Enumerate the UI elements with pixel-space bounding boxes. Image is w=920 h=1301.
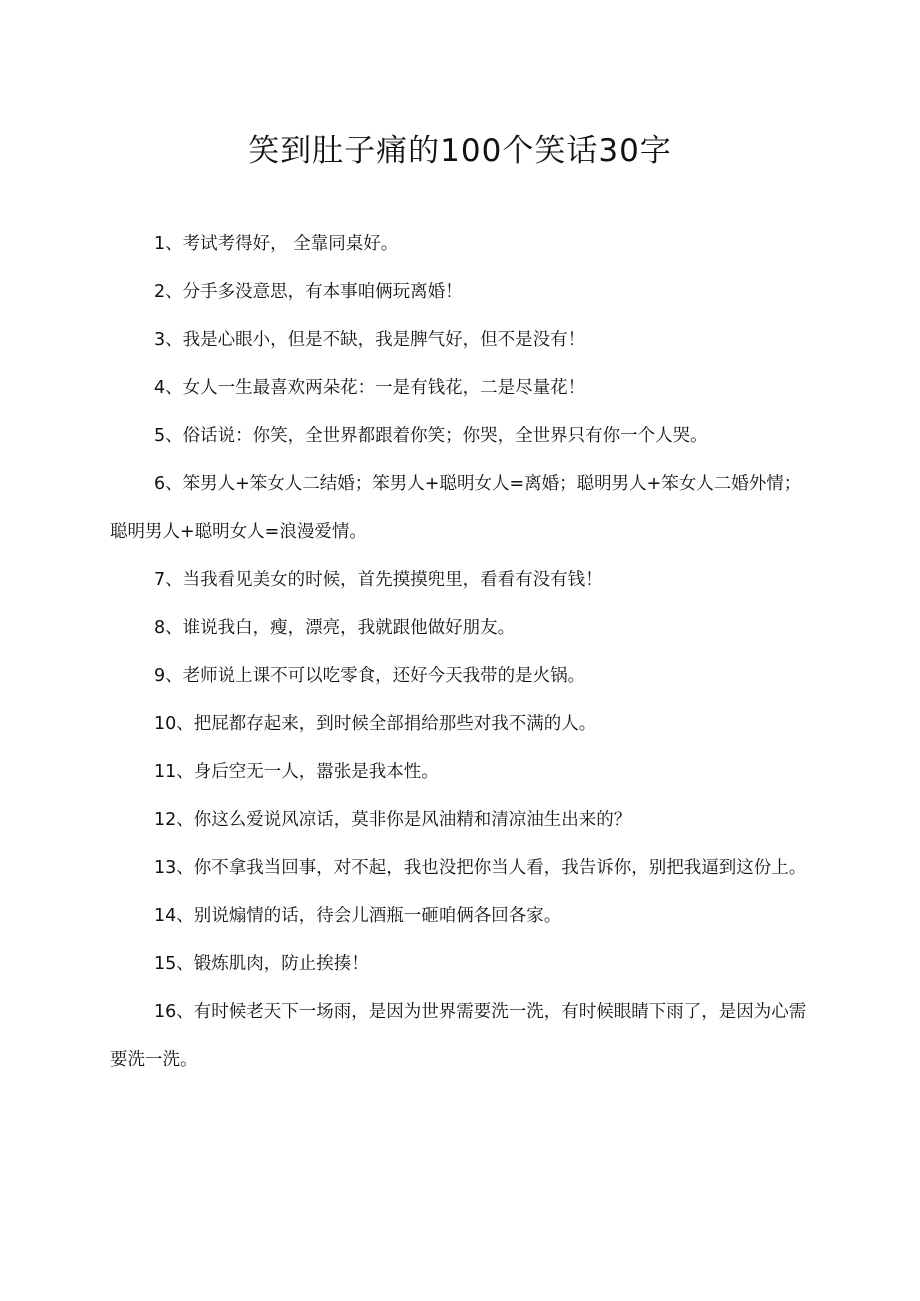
joke-item: 2、分手多没意思，有本事咱俩玩离婚！ xyxy=(154,282,463,302)
joke-item: 3、我是心眼小，但是不缺，我是脾气好，但不是没有！ xyxy=(154,330,586,350)
document-title: 笑到肚子痛的100个笑话30字 xyxy=(248,133,672,169)
joke-item: 4、女人一生最喜欢两朵花：一是有钱花，二是尽量花！ xyxy=(154,378,586,398)
joke-item: 5、俗话说：你笑，全世界都跟着你笑；你哭，全世界只有你一个人哭。 xyxy=(154,426,708,446)
joke-item: 16、有时候老天下一场雨，是因为世界需要洗一洗，有时候眼睛下雨了，是因为心需要洗一洗。 xyxy=(110,1002,807,1070)
joke-item: 13、你不拿我当回事，对不起，我也没把你当人看，我告诉你，别把我逼到这份上。 xyxy=(154,858,807,878)
joke-item: 11、身后空无一人，嚣张是我本性。 xyxy=(154,762,439,782)
joke-item: 15、锻炼肌肉，防止挨揍！ xyxy=(154,954,369,974)
joke-item: 7、当我看见美女的时候，首先摸摸兜里，看看有没有钱！ xyxy=(154,570,603,590)
joke-list xyxy=(110,232,810,1096)
joke-item: 8、谁说我白，瘦，漂亮，我就跟他做好朋友。 xyxy=(154,618,516,638)
joke-item: 9、老师说上课不可以吃零食，还好今天我带的是火锅。 xyxy=(154,666,586,686)
joke-item: 10、把屁都存起来，到时候全部捐给那些对我不满的人。 xyxy=(154,714,597,734)
joke-item: 14、别说煽情的话，待会儿酒瓶一砸咱俩各回各家。 xyxy=(154,906,562,926)
joke-item: 1、考试考得好， 全靠同桌好。 xyxy=(154,234,399,254)
joke-item: 12、你这么爱说风凉话，莫非你是风油精和清凉油生出来的？ xyxy=(154,810,632,830)
joke-item: 6、笨男人+笨女人二结婚；笨男人+聪明女人=离婚；聪明男人+笨女人二婚外情；聪明男人+聪明女人=浪漫爱情。 xyxy=(110,474,802,542)
